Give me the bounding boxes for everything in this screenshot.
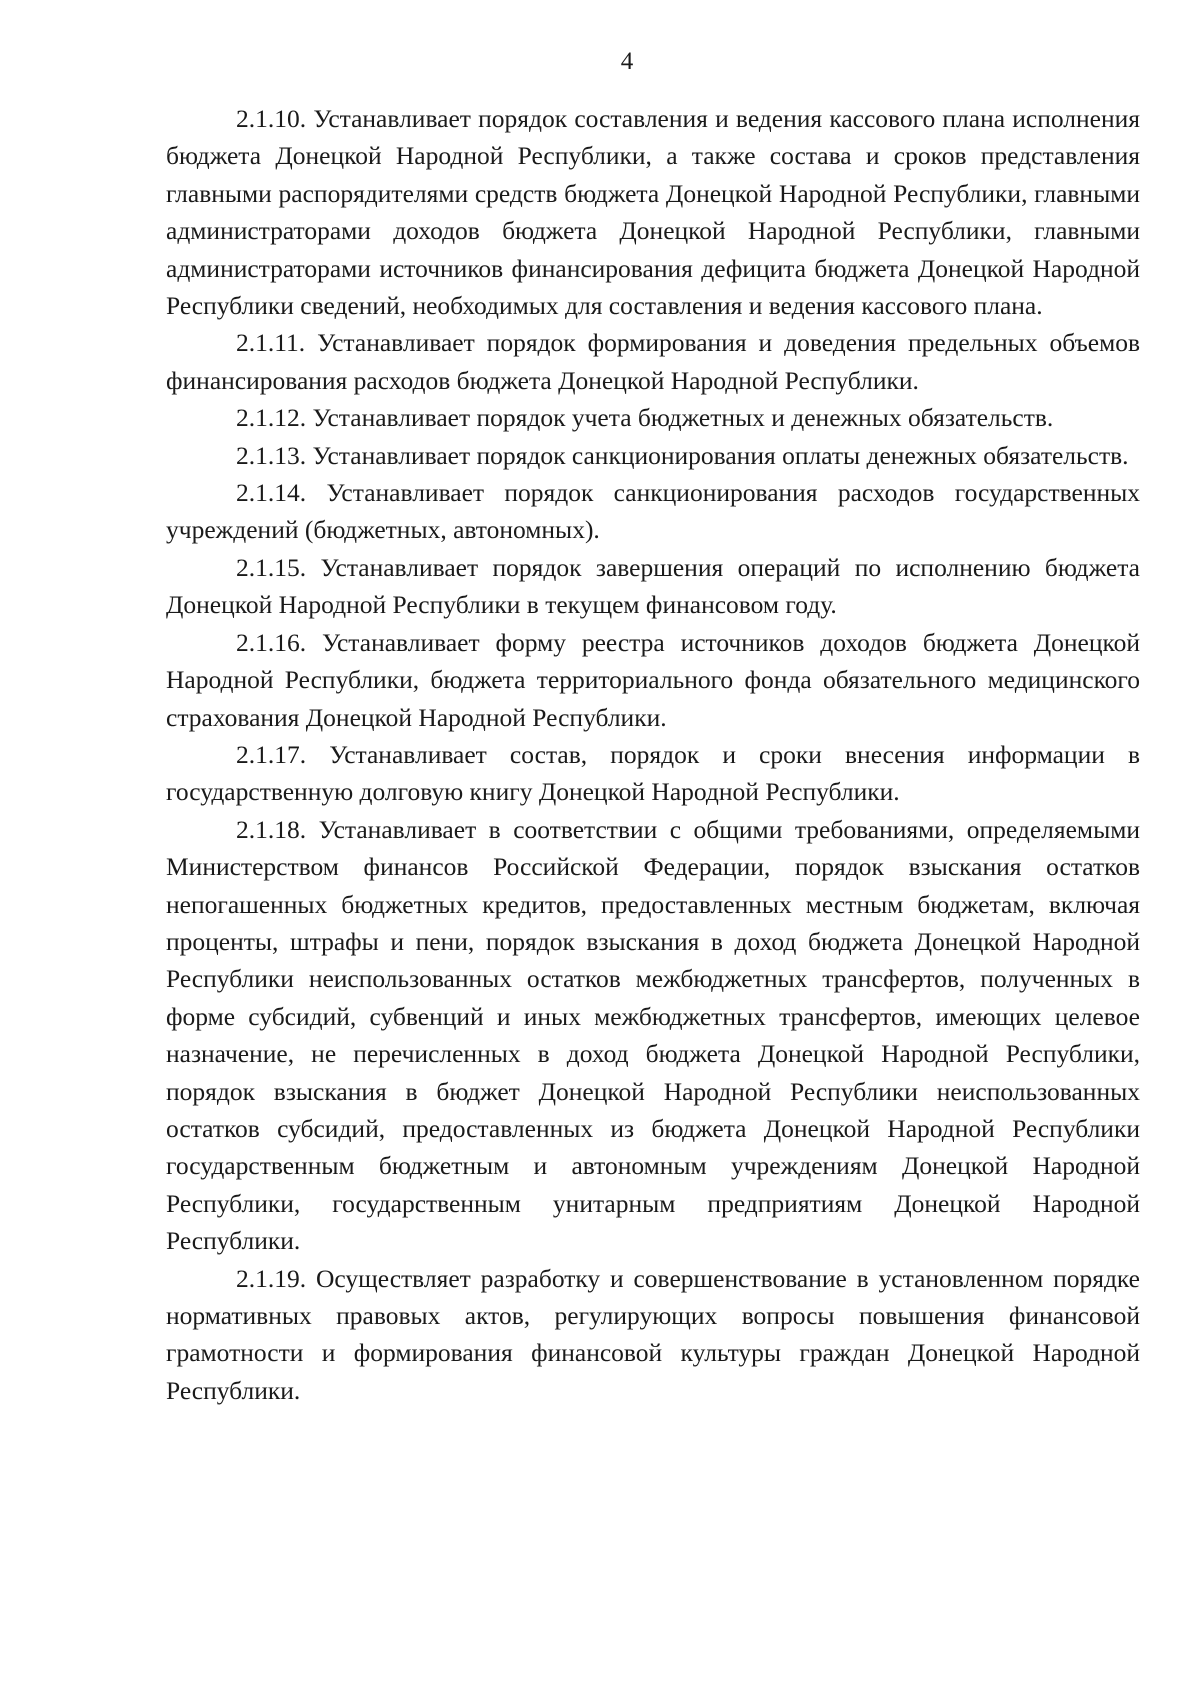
paragraph-2-1-12: 2.1.12. Устанавливает порядок учета бюджетных и денежных обязательств.: [236, 403, 1054, 433]
paragraph-2-1-11: 2.1.11. Устанавливает порядок формирования и доведения предельных объемов финансирования расходов бюджета Донецкой Народной Республики.: [166, 328, 1140, 395]
paragraph-2-1-14: 2.1.14. Устанавливает порядок санкционирования расходов государственных учреждений (бюджетных, автономных).: [166, 478, 1140, 545]
page-number: 4: [620, 48, 634, 75]
paragraph-2-1-15: 2.1.15. Устанавливает порядок завершения операций по исполнению бюджета Донецкой Народной Республики в текущем финансовом году.: [166, 552, 1140, 620]
paragraph-2-1-10: 2.1.10. Устанавливает порядок составления и ведения кассового плана исполнения бюджета Донецкой Народной Республики, а также состава и сроков представления главными распорядителями средств бюджета Донецкой Народной Республики, главными администраторами доходов бюджета Донецкой Народной Республики, главными администраторами источников финансирования дефицита бюджета Донецкой Народной Республики сведений, необходимых для составления и ведения кассового плана.: [166, 104, 1140, 321]
paragraph-2-1-17: 2.1.17. Устанавливает состав, порядок и сроки внесения информации в государственную долговую книгу Донецкой Народной Республики.: [166, 739, 1140, 807]
paragraph-2-1-18: 2.1.18. Устанавливает в соответствии с общими требованиями, определяемыми Министерством финансов Российской Федерации, порядок взыскания остатков непогашенных бюджетных кредитов, предоставленных местным бюджетам, включая проценты, штрафы и пени, порядок взыскания в доход бюджета Донецкой Народной Республики неиспользованных остатков межбюджетных трансфертов, полученных в форме субсидий, субвенций и иных межбюджетных трансфертов, имеющих целевое назначение, не перечисленных в доход бюджета Донецкой Народной Республики, порядок взыскания в бюджет Донецкой Народной Республики неиспользованных остатков субсидий, предоставленных из бюджета Донецкой Народной Республики государственным бюджетным и автономным учреждениям Донецкой Народной Республики, государственным унитарным предприятиям Донецкой Народной Республики.: [166, 814, 1140, 1256]
paragraph-2-1-16: 2.1.16. Устанавливает форму реестра источников доходов бюджета Донецкой Народной Республики, бюджета территориального фонда обязательного медицинского страхования Донецкой Народной Республики.: [166, 627, 1140, 732]
paragraph-2-1-13: 2.1.13. Устанавливает порядок санкционирования оплаты денежных обязательств.: [236, 440, 1129, 470]
paragraph-2-1-19: 2.1.19. Осуществляет разработку и совершенствование в установленном порядке нормативных правовых актов, регулирующих вопросы повышения финансовой грамотности и формирования финансовой культуры граждан Донецкой Народной Республики.: [166, 1263, 1140, 1405]
document-body: [166, 100, 1140, 1409]
